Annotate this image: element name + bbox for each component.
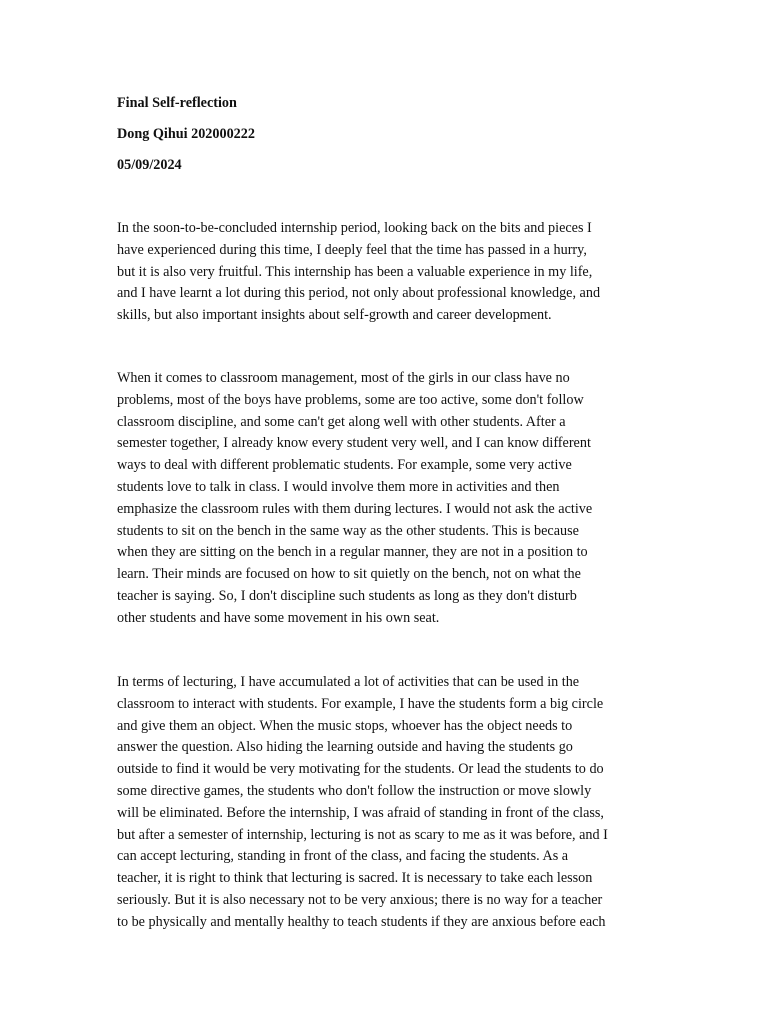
- paragraph-line: semester together, I already know every student very well, and I can know different: [117, 435, 591, 452]
- paragraph-internship-summary: [117, 218, 657, 327]
- paragraph-line: emphasize the classroom rules with them during lectures. I would not ask the active: [117, 500, 593, 517]
- paragraph-lecturing: [117, 672, 657, 934]
- paragraph-line: In terms of lecturing, I have accumulated a lot of activities that can be used in the: [117, 674, 580, 690]
- document-page: [117, 92, 657, 930]
- paragraph-line: and give them an object. When the music stops, whoever has the object needs to: [117, 717, 573, 734]
- paragraph-line: when they are sitting on the bench in a regular manner, they are not in a position to: [117, 544, 588, 561]
- paragraph-line: teacher, it is right to think that lecturing is sacred. It is necessary to take each lesson: [117, 870, 593, 887]
- paragraph-classroom-management: [117, 368, 657, 630]
- author-line: Dong Qihui 202000222: [117, 126, 255, 142]
- paragraph-line: ways to deal with different problematic students. For example, some very active: [117, 457, 572, 474]
- paragraph-line: and I have learnt a lot during this period, not only about professional knowledge, and: [117, 285, 601, 302]
- paragraph-line: classroom to interact with students. For example, I have the students form a big circle: [117, 695, 604, 712]
- document-title: Final Self-reflection: [117, 95, 237, 111]
- paragraph-line: When it comes to classroom management, most of the girls in our class have no: [117, 370, 570, 386]
- paragraph-line: learn. Their minds are focused on how to sit quietly on the bench, not on what the: [117, 566, 581, 583]
- paragraph-line: In the soon-to-be-concluded internship period, looking back on the bits and pieces I: [117, 220, 592, 236]
- paragraph-line: have experienced during this time, I deeply feel that the time has passed in a hurry,: [117, 241, 587, 258]
- paragraph-line: classroom discipline, and some can't get along well with other students. After a: [117, 413, 566, 430]
- paragraph-line: other students and have some movement in his own seat.: [117, 609, 440, 626]
- paragraph-line: can accept lecturing, standing in front of the class, and facing the students. As a: [117, 848, 569, 865]
- paragraph-line: will be eliminated. Before the internship, I was afraid of standing in front of the class,: [117, 804, 604, 821]
- paragraph-line: some directive games, the students who don't follow the instruction or move slowly: [117, 782, 592, 799]
- paragraph-line: teacher is saying. So, I don't discipline such students as long as they don't disturb: [117, 587, 577, 604]
- paragraph-line: to be physically and mentally healthy to teach students if they are anxious before each: [117, 913, 606, 930]
- paragraph-line: students love to talk in class. I would involve them more in activities and then: [117, 478, 560, 495]
- paragraph-line: skills, but also important insights about self-growth and career development.: [117, 307, 552, 324]
- paragraph-line: outside to find it would be very motivating for the students. Or lead the students to do: [117, 761, 604, 778]
- paragraph-line: seriously. But it is also necessary not to be very anxious; there is no way for a teacher: [117, 891, 603, 908]
- paragraph-line: problems, most of the boys have problems, some are too active, some don't follow: [117, 391, 584, 408]
- paragraph-line: but after a semester of internship, lecturing is not as scary to me as it was before, and I: [117, 826, 608, 843]
- document-date: 05/09/2024: [117, 157, 182, 173]
- paragraph-line: but it is also very fruitful. This internship has been a valuable experience in my life,: [117, 263, 593, 280]
- paragraph-line: students to sit on the bench in the same way as the other students. This is because: [117, 522, 579, 539]
- paragraph-line: answer the question. Also hiding the learning outside and having the students go: [117, 739, 573, 756]
